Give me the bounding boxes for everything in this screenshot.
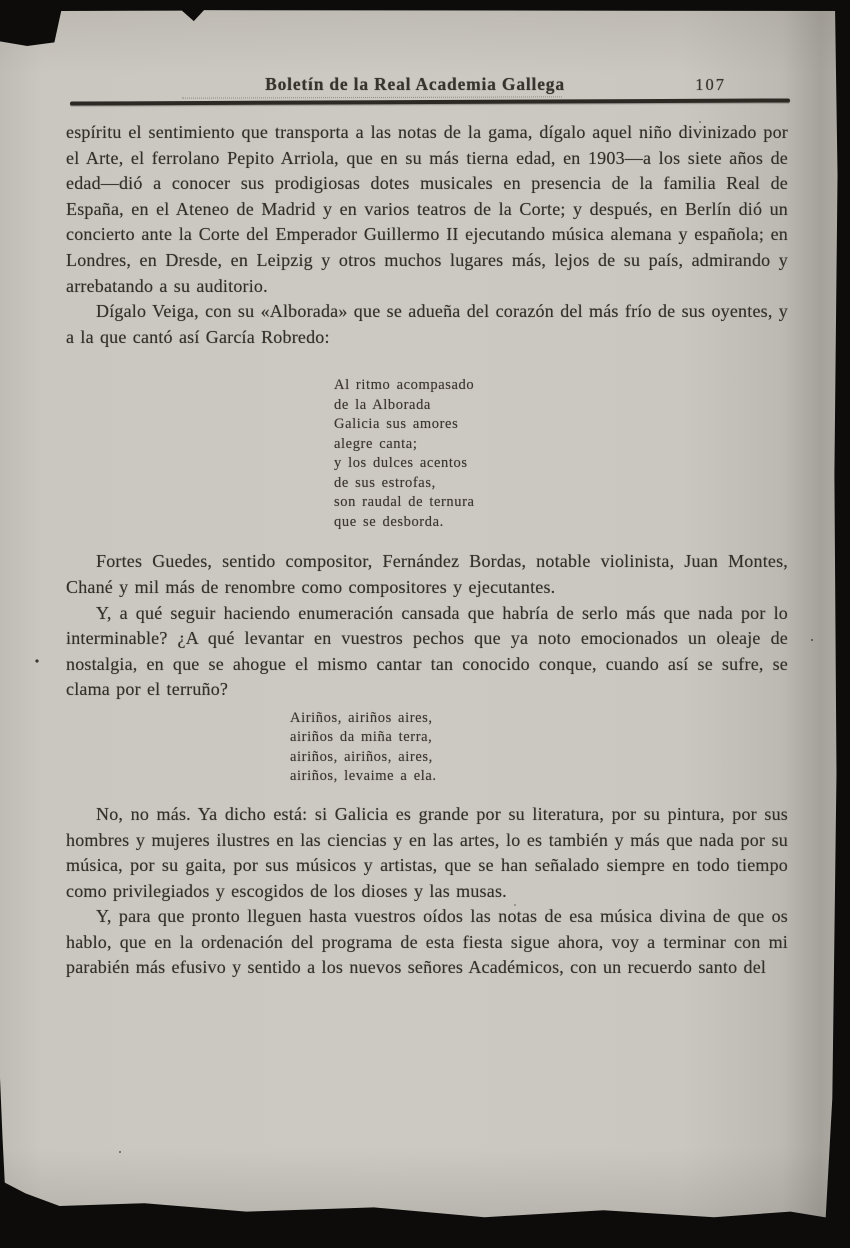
verse-line: airiños, levaime a ela. bbox=[290, 768, 437, 785]
paragraph-5: No, no más. Ya dicho está: si Galicia es grande por su literatura, por su pintura, por sus hombres y mujeres ilustres en las ciencias y en las artes, lo es también y más que nada por su música, por su gaita, por sus músicos y artistas, que se han señalado siempre en todo tiempo como privilegiados y escogidos de los dioses y las musas. bbox=[66, 803, 788, 901]
verse-line: alegre canta; bbox=[334, 435, 418, 452]
paragraph-3: Fortes Guedes, sentido compositor, Fernández Bordas, notable violinista, Juan Montes, Chané y mil más de renombre como compositores y ejecutantes. bbox=[66, 551, 788, 597]
verse-line: Airiños, airiños aires, bbox=[290, 709, 433, 726]
verse-line: de la Alborada bbox=[334, 396, 431, 413]
paragraph-2: Dígalo Veiga, con su «Alborada» que se adueña del corazón del más frío de sus oyentes, y a la que cantó así García Robredo: bbox=[66, 301, 788, 347]
page-content bbox=[66, 120, 788, 981]
scan-edge-right bbox=[824, 0, 850, 1248]
verse-line: Galicia sus amores bbox=[334, 416, 459, 433]
verse-line: airiños da miña terra, bbox=[290, 729, 433, 746]
verse-line: y los dulces acentos bbox=[334, 455, 468, 472]
verse-line: que se desborda. bbox=[334, 513, 444, 530]
journal-title: Boletín de la Real Academia Gallega bbox=[265, 74, 565, 94]
paragraph-4: Y, a qué seguir haciendo enumeración cansada que habría de serlo más que nada por lo interminable? ¿A qué levantar en vuestros pechos que ya noto emocionados un oleaje de nostalgia, en que se ahogue el mismo cantar tan conocido conque, cuando así se sufre, se clama por el terruño? bbox=[66, 602, 788, 700]
verse-airinos bbox=[290, 709, 788, 787]
verse-line: de sus estrofas, bbox=[334, 474, 436, 491]
verse-line: son raudal de ternura bbox=[334, 494, 475, 511]
page-number: 107 bbox=[695, 75, 726, 94]
scan-edge-bottom bbox=[0, 1178, 850, 1248]
paragraph-1: espíritu el sentimiento que transporta a las notas de la gama, dígalo aquel niño divinizado por el Arte, el ferrolano Pepito Arriola, que en su más tierna edad, en 1903—a los siete años de edad—dió a conocer sus prodigiosas dotes musicales en presencia de la familia Real de España, en el Ateneo de Madrid y en varios teatros de la Corte; y después, en Berlín dió un concierto ante la Corte del Emperador Guillermo II ejecutando música alemana y española; en Londres, en Dresde, en Leipzig y otros muchos lugares más, lejos de su país, admirando y arrebatando a su auditorio. bbox=[66, 122, 788, 296]
verse-line: Al ritmo acompasado bbox=[334, 377, 475, 394]
scan-edge-top bbox=[0, 0, 850, 46]
paragraph-6: Y, para que pronto lleguen hasta vuestros oídos las notas de esa música divina de que os hablo, que en la ordenación del programa de esta fiesta sigue ahora, voy a terminar con mi parabién más efusivo y sentido a los nuevos señores Académicos, con un recuerdo santo del bbox=[66, 906, 788, 978]
verse-alborada bbox=[334, 376, 788, 532]
verse-line: airiños, airiños, aires, bbox=[290, 748, 433, 765]
